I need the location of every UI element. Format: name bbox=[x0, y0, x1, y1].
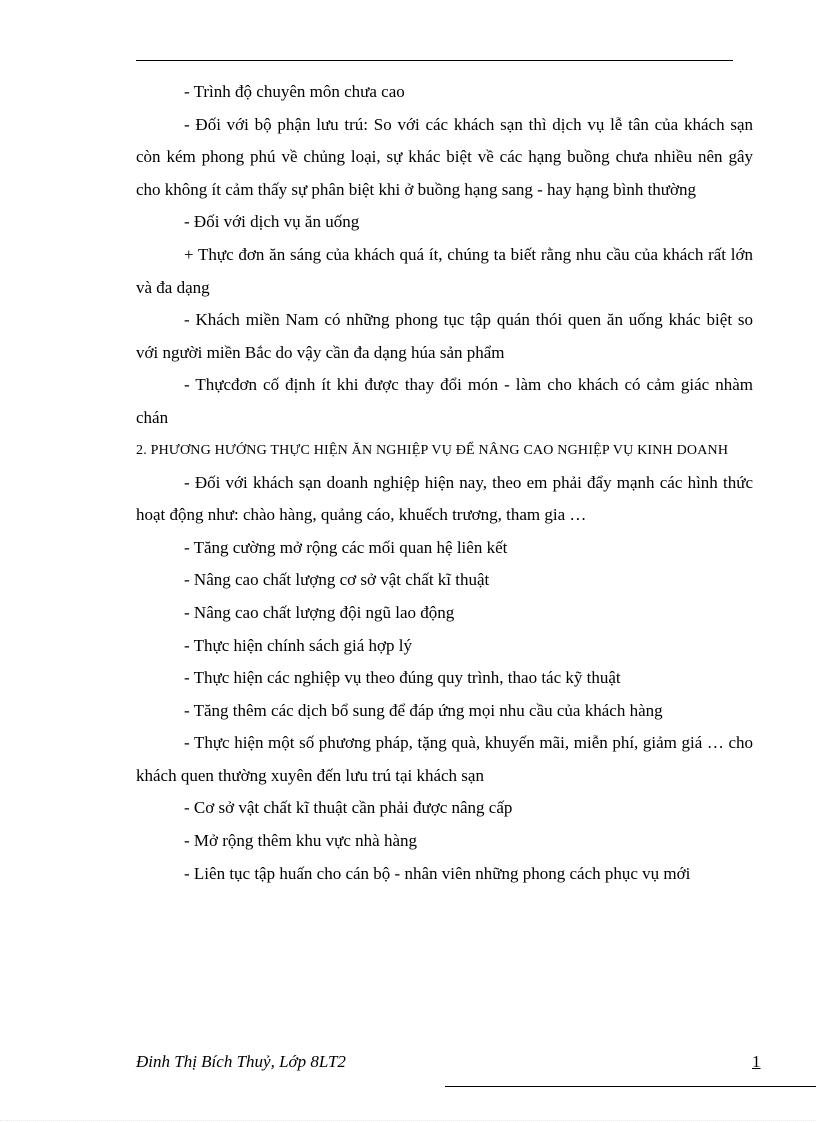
footer-author: Đinh Thị Bích Thuỷ, Lớp 8LT2 bbox=[136, 1052, 346, 1071]
paragraph: - Tăng thêm các dịch bổ sung để đáp ứng mọi nhu cầu của khách hàng bbox=[184, 700, 663, 720]
paragraph: - Cơ sở vật chất kĩ thuật cần phải được nâng cấp bbox=[184, 798, 513, 818]
paragraph: - Thực hiện các nghiệp vụ theo đúng quy trình, thao tác kỹ thuật bbox=[184, 668, 621, 688]
paragraph: - Nâng cao chất lượng đội ngũ lao động bbox=[184, 602, 455, 622]
paragraph: - Nâng cao chất lượng cơ sở vật chất kĩ thuật bbox=[184, 570, 490, 590]
footer-rule bbox=[445, 1086, 816, 1087]
page-number: 1 bbox=[752, 1052, 761, 1071]
paragraph: - Đối với dịch vụ ăn uống bbox=[184, 212, 360, 232]
paragraph: - Đối với bộ phận lưu trú: So với các khách sạn thì dịch vụ lễ tân của khách sạn còn kém phong phú về chủng loại, sự khác biệt về các hạng buồng chưa nhiều nên gây cho không ít cảm thấy sự phân biệt khi ở buồng hạng sang - hay hạng bình thường bbox=[136, 114, 753, 199]
paragraph: - Thựcđơn cố định ít khi được thay đổi món - làm cho khách có cảm giác nhàm chán bbox=[136, 375, 753, 427]
document-body bbox=[136, 76, 753, 890]
paragraph: - Đối với khách sạn doanh nghiệp hiện nay, theo em phải đẩy mạnh các hình thức hoạt động như: chào hàng, quảng cáo, khuếch trương, tham gia … bbox=[136, 472, 753, 525]
paragraph: - Trình độ chuyên môn chưa cao bbox=[184, 82, 405, 101]
paragraph: - Tăng cường mở rộng các mối quan hệ liên kết bbox=[184, 537, 508, 557]
paragraph: - Mở rộng thêm khu vực nhà hàng bbox=[184, 831, 418, 851]
section-heading: 2. PHƯƠNG HƯỚNG THỰC HIỆN ĂN NGHIỆP VỤ ĐỂ NÂNG CAO NGHIỆP VỤ KINH DOANH bbox=[136, 442, 729, 458]
paragraph: - Liên tục tập huấn cho cán bộ - nhân viên những phong cách phục vụ mới bbox=[184, 863, 691, 883]
paragraph: + Thực đơn ăn sáng của khách quá ít, chúng ta biết rằng nhu cầu của khách rất lớn và đa dạng bbox=[136, 244, 753, 297]
header-rule bbox=[136, 60, 733, 61]
page-edge bbox=[0, 1120, 816, 1121]
paragraph: - Thực hiện một số phương pháp, tặng quà, khuyến mãi, miễn phí, giảm giá … cho khách quen thường xuyên đến lưu trú tại khách sạn bbox=[136, 733, 753, 785]
paragraph: - Thực hiện chính sách giá hợp lý bbox=[184, 635, 412, 655]
paragraph: - Khách miền Nam có những phong tục tập quán thói quen ăn uống khác biệt so với người miền Bắc do vậy cần đa dạng húa sản phẩm bbox=[136, 310, 753, 362]
